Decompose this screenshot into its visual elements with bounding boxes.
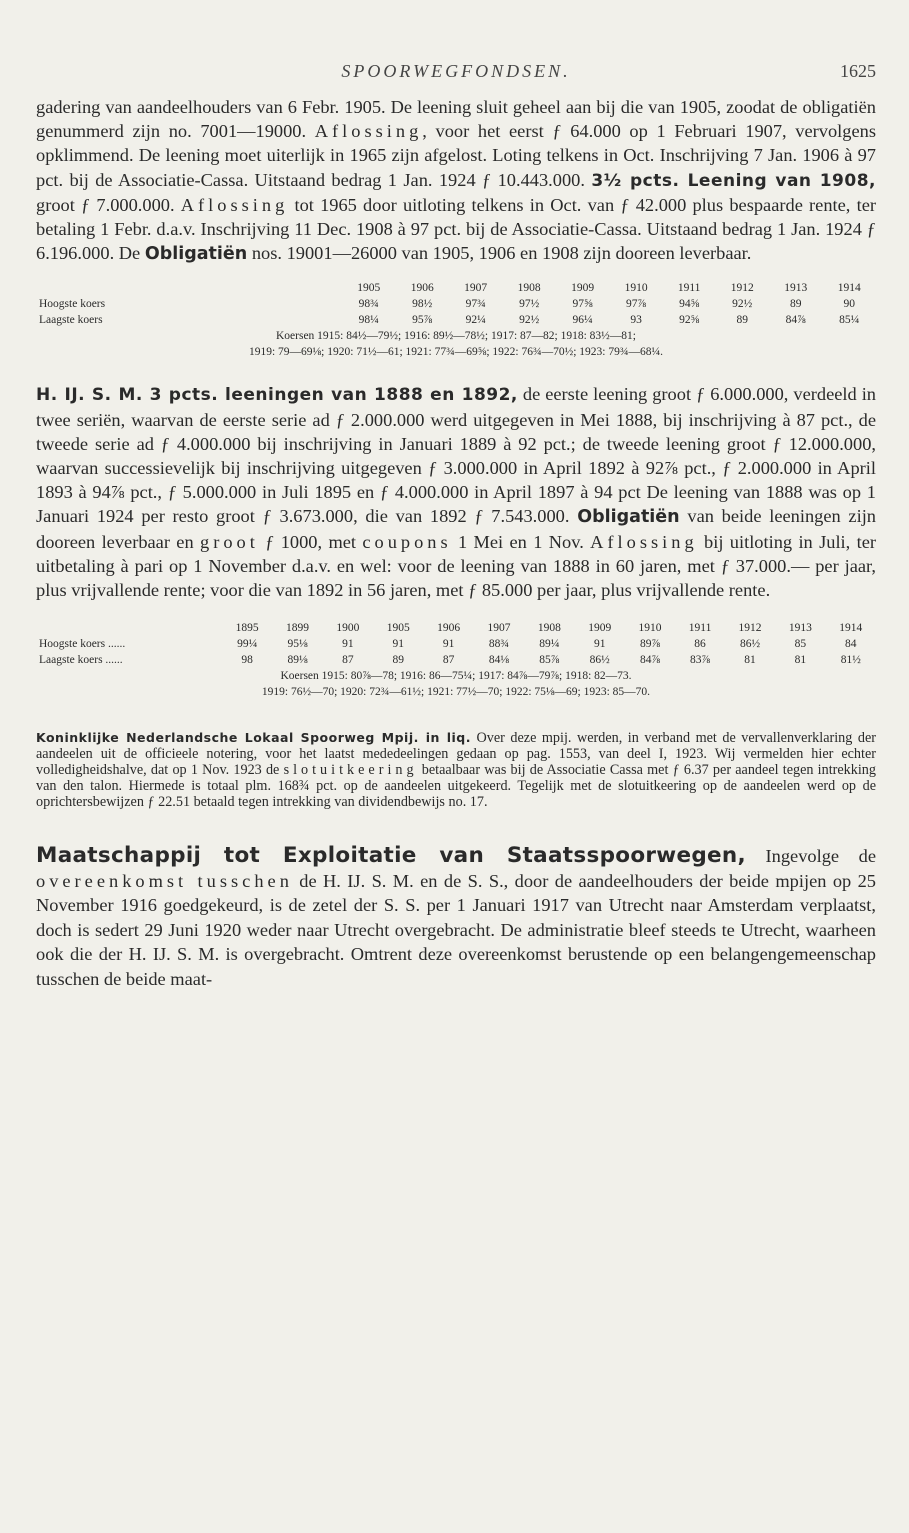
text-run: nos. 19001—26000 van 1905, 1906 en 1908 zijn dooreen leverbaar. — [247, 243, 752, 264]
loan-heading-1888-1892: H. IJ. S. M. 3 pcts. leeningen van 1888 en 1892, — [36, 385, 518, 406]
table-row — [36, 296, 876, 312]
text-run: Ingevolge de — [746, 846, 876, 867]
running-header — [36, 55, 876, 95]
value-cell: 87 — [342, 654, 354, 667]
value-cell: 98½ — [412, 298, 433, 311]
row-label: Hoogste koers — [39, 298, 106, 311]
value-cell: 86½ — [739, 638, 761, 651]
paragraph-hijsm-leeningen — [36, 382, 876, 602]
value-cell: 91 — [593, 638, 606, 651]
year-cell: 1914 — [839, 622, 863, 635]
text-run: de H. IJ. S. M. en de S. S., door de aandeelhouders der beide mpijen op 25 November 1916 goedgekeurd, is de zetel der S. S. per 1 Januari 1917 van Utrecht naar Amsterdam verplaatst, doch is sedert 29 Juni 1920 weder naar Utrecht overgebracht. De administratie bleef steeds te Utrecht, waarheen ook die der H. IJ. S. M. is overgebracht. Omtrent deze overeenkomst berustende op een belangengemeenschap tusschen de beide maat- — [36, 870, 876, 989]
koersen-note: Koersen 1915: 84½—79½; 1916: 89½—78½; 1917: 87—82; 1918: 83½—81; — [275, 330, 636, 343]
koersen-table-1 — [36, 280, 876, 328]
value-cell: 85¼ — [839, 314, 860, 327]
paragraph-lokaal-spoorweg — [36, 730, 876, 810]
value-cell: 89¼ — [539, 638, 560, 651]
year-cell: 1912 — [738, 622, 762, 635]
spaced-term: overeenkomst tusschen — [36, 870, 293, 891]
year-cell: 1907 — [487, 622, 511, 635]
spaced-term: groot — [200, 531, 259, 552]
value-cell: 97⅞ — [626, 298, 647, 311]
value-cell: 84⅞ — [785, 314, 806, 327]
koersen-note: 1919: 79—69⅛; 1920: 71½—61; 1921: 77¾—69⅝; 1922: 76¾—70½; 1923: 79¾—68¼. — [248, 346, 663, 359]
value-cell: 87 — [442, 654, 455, 667]
spaced-term: coupons — [362, 531, 452, 552]
value-cell: 81½ — [840, 654, 861, 667]
year-cell: 1910 — [624, 282, 648, 295]
row-label: Laagste koers — [39, 314, 103, 327]
spaced-term: Aflossing — [314, 121, 423, 142]
value-cell: 91 — [442, 638, 455, 651]
text-run: Over deze mpij. werden, in verband met de vervallenverklaring der aandeelen uit de officieele notering, voor het laatst mededeelingen gedaan op pag. 1553, van deel I, 1923. Wij vermelden hier echter volledigheidshalve, dat op 1 Nov. 1923 de — [36, 730, 876, 779]
bold-term: Obligatiën — [577, 507, 680, 528]
running-title: SPOORWEGFONDSEN. — [341, 61, 571, 81]
value-cell: 92½ — [519, 314, 540, 327]
year-cell: 1913 — [784, 282, 808, 295]
year-cell: 1910 — [638, 622, 662, 635]
value-cell: 99¼ — [237, 638, 258, 651]
year-cell: 1911 — [688, 622, 712, 635]
year-cell: 1911 — [677, 282, 701, 295]
value-cell: 98¾ — [358, 298, 379, 311]
text-run: bij uitloting in Juli, ter uitbetaling à pari op 1 November d.a.v. en wel: voor de leening van 1888 in 60 jaren, met ƒ 37.000.— per jaar, plus vrijvallende rente; voor die van 1892 in 56 jaren, met ƒ 85.000 per jaar, plus vrijvallende rente. — [36, 531, 876, 601]
value-cell: 85 — [794, 638, 807, 651]
company-heading-staatsspoorwegen: Maatschappij tot Exploitatie van Staatsspoorwegen, — [36, 843, 746, 869]
value-cell: 95⅞ — [412, 314, 433, 327]
value-cell: 91 — [342, 638, 354, 651]
value-cell: 94⅝ — [679, 298, 700, 311]
table-row — [36, 652, 876, 668]
year-cell: 1907 — [464, 282, 488, 295]
value-cell: 93 — [630, 314, 642, 327]
value-cell: 97⅝ — [572, 298, 593, 311]
value-cell: 97¾ — [465, 298, 486, 311]
value-cell: 89 — [736, 314, 748, 327]
spaced-term: slotuitkeering — [283, 762, 418, 779]
text-run: gadering van aandeelhouders van 6 Febr. 1905. De leening sluit geheel aan bij die van 1905, zoodat de obligatiën genummerd zijn no. 7001—19000. — [36, 97, 876, 142]
value-cell: 81 — [794, 654, 807, 667]
year-cell: 1913 — [788, 622, 812, 635]
year-cell: 1908 — [537, 622, 561, 635]
value-cell: 89⅞ — [639, 638, 661, 651]
text-run: groot ƒ 7.000.000. — [36, 194, 181, 215]
year-cell: 1906 — [410, 282, 434, 295]
year-cell: 1905 — [386, 622, 410, 635]
year-cell: 1908 — [517, 282, 541, 295]
text-run: betaalbaar was bij de Associatie Cassa met ƒ 6.37 per aandeel tegen intrekking van den talon. Hiermede is totaal plm. 168¾ pct. op de aandeelen uitgekeerd. Tegelijk met de slotuitkeering op de aandeelen werd op de oprichtersbewijzen ƒ 22.51 betaald tegen intrekking van dividendbewijs no. 17. — [36, 762, 876, 811]
value-cell: 98 — [241, 654, 253, 667]
value-cell: 85⅞ — [539, 654, 560, 667]
value-cell: 95⅛ — [287, 638, 308, 651]
value-cell: 88¾ — [488, 638, 510, 651]
document-page — [36, 55, 876, 991]
company-heading-lokaal: Koninklijke Nederlandsche Lokaal Spoorweg Mpij. in liq. — [36, 730, 471, 746]
year-cell: 1899 — [286, 622, 310, 635]
table-header-row — [36, 280, 876, 296]
text-run: de eerste leening groot ƒ 6.000.000, verdeeld in twee seriën, waarvan de eerste serie ad ƒ 2.000.000 werd uitgegeven in Mei 1888, bij inschrijving à 87 pct., de tweede serie ad ƒ 4.000.000 bij inschrijving in Januari 1889 à 92 pct.; de tweede leening groot ƒ 12.000.000, waarvan successievelijk bij inschrijving uitgegeven ƒ 3.000.000 in April 1892 à 92⅞ pct., ƒ 2.000.000 in April 1893 à 94⅞ pct., ƒ 5.000.000 in Juli 1895 en ƒ 4.000.000 in April 1897 à 94 pct De leening van 1888 was op 1 Januari 1924 per resto groot ƒ 3.673.000, die van 1892 ƒ 7.543.000. — [36, 384, 876, 527]
table-header-row — [36, 620, 876, 636]
value-cell: 84 — [845, 638, 857, 651]
value-cell: 89 — [392, 654, 404, 667]
value-cell: 81 — [744, 654, 756, 667]
value-cell: 92⅝ — [679, 314, 700, 327]
value-cell: 83⅞ — [689, 654, 711, 667]
value-cell: 86 — [694, 638, 706, 651]
value-cell: 96¼ — [572, 314, 593, 327]
text-run: van beide leeningen zijn dooreen leverbaar en — [36, 506, 876, 552]
table-row — [36, 636, 876, 652]
year-cell: 1895 — [235, 622, 259, 635]
spaced-term: Aflossing — [180, 194, 289, 215]
value-cell: 84⅛ — [488, 654, 510, 667]
text-run: tot 1965 door uitloting telkens in Oct. van ƒ 42.000 plus bespaarde rente, ter betaling 1 Febr. d.a.v. Inschrijving 11 Dec. 1908 à 97 pct. bij de Associatie-Cassa. Uitstaand bedrag 1 Jan. 1924 ƒ 6.196.000. De — [36, 194, 876, 264]
value-cell: 92½ — [732, 298, 753, 311]
value-cell: 92¼ — [465, 314, 486, 327]
year-cell: 1905 — [357, 282, 381, 295]
value-cell: 91 — [392, 638, 404, 651]
value-cell: 84⅞ — [639, 654, 661, 667]
paragraph-staatsspoorwegen — [36, 844, 876, 991]
loan-heading-1908: 3½ pcts. Leening van 1908, — [591, 170, 876, 191]
bold-term: Obligatiën — [144, 244, 248, 265]
text-run: ƒ 1000, met — [258, 531, 363, 552]
text-run: 1 Mei en 1 Nov. — [451, 531, 591, 552]
year-cell: 1912 — [730, 282, 754, 295]
text-run: , voor het eerst ƒ 64.000 op 1 Februari 1907, vervolgens opklimmend. De leening moet uiterlijk in 1965 zijn afgelost. Loting telkens in Oct. Inschrijving 7 Jan. 1906 à 97 pct. bij de Associatie-Cassa. Uitstaand bedrag 1 Jan. 1924 ƒ 10.443.000. — [36, 121, 876, 190]
value-cell: 90 — [843, 298, 855, 311]
value-cell: 86½ — [589, 654, 610, 667]
year-cell: 1909 — [588, 622, 612, 635]
value-cell: 89⅛ — [287, 654, 308, 667]
value-cell: 97½ — [519, 298, 540, 311]
value-cell: 89 — [789, 298, 802, 311]
koersen-note: Koersen 1915: 80⅞—78; 1916: 86—75¼; 1917: 84⅞—79⅞; 1918: 82—73. — [280, 670, 632, 683]
row-label: Hoogste koers ...... — [39, 638, 126, 651]
paragraph-1905-1908-leeningen — [36, 95, 876, 266]
koersen-table-2 — [36, 620, 876, 668]
year-cell: 1914 — [837, 282, 861, 295]
spaced-term: Aflossing — [590, 531, 698, 552]
koersen-note: 1919: 76½—70; 1920: 72¾—61½; 1921: 77½—70; 1922: 75⅛—69; 1923: 85—70. — [261, 686, 651, 699]
year-cell: 1906 — [437, 622, 461, 635]
year-cell: 1900 — [336, 622, 360, 635]
page-number: 1625 — [840, 61, 876, 81]
value-cell: 98¼ — [358, 314, 379, 327]
row-label: Laagste koers ...... — [39, 654, 123, 667]
table-row — [36, 312, 876, 328]
year-cell: 1909 — [571, 282, 595, 295]
